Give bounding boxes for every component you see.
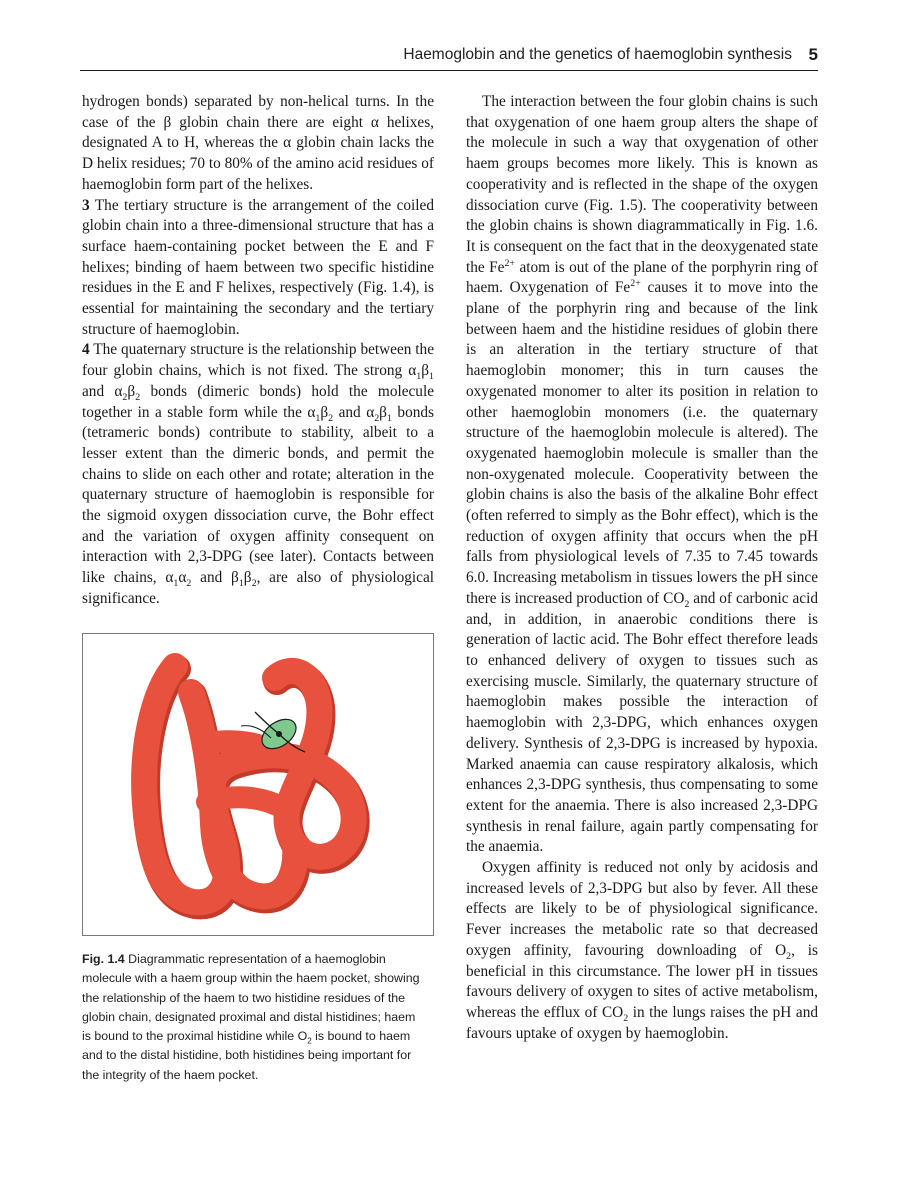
paragraph-text: , is beneficial in this circumstance. The lower pH in tissues favours delivery of oxygen to sites of active metabolism, whereas the efflux of CO xyxy=(466,941,818,1021)
superscript: 2+ xyxy=(504,257,516,269)
running-title: Haemoglobin and the genetics of haemoglobin synthesis xyxy=(403,46,792,63)
paragraph-text: causes it to move into the plane of the porphyrin ring and because of the link between haem and the histidine residues of globin there is an alteration in the tertiary structure of that haemoglobin monomer; this in turn causes the oxygenated monomer to alter its position in relation to other haemoglobin monomers (i.e. the quaternary structure of the haemoglobin molecule is altered). The oxygenated haemoglobin molecule is smaller than the non-oxygenated molecule. Cooperativity between the globin chains is also the basis of the alkaline Bohr effect (often referred to simply as the Bohr effect), which is the reduction of oxygen affinity that occurs when the pH falls from physiological levels of 7.35 to 7.45 towards 6.0. Increasing metabolism in tissues lowers the pH since there is increased production of CO xyxy=(466,279,818,607)
subscript: 2 xyxy=(786,950,792,962)
paragraph-text: bonds (dimeric bonds) hold the molecule together in a stable form while the xyxy=(82,382,434,421)
subscript: 2 xyxy=(307,1036,312,1046)
list-number: 3 xyxy=(82,196,90,214)
paragraph xyxy=(82,196,434,341)
subscript: 2 xyxy=(684,598,690,610)
subscript: 2 xyxy=(623,1012,629,1024)
header-rule xyxy=(80,70,818,71)
paragraph-text: hydrogen bonds) separated by non-helical turns. In the case of the β globin chain there are eight α helixes, designated A to H, whereas the α globin chain lacks the D helix residues; 70 to 80% of the amino acid residues of haemoglobin form part of the helixes. xyxy=(82,93,434,193)
paragraph-text: Oxygen affinity is reduced not only by acidosis and increased levels of 2,3-DPG but also by fever. All these effects are likely to be of physiological significance. Fever increases the metabolic rate so that decreased oxygen affinity, favouring downloading of O xyxy=(466,859,818,959)
paragraph xyxy=(82,340,434,609)
chain-notation: $\alpha_1\beta_1$ and $\alpha_2\beta_2$ xyxy=(82,362,434,403)
caption-text: Diagrammatic representation of a haemoglobin molecule with a haem group within the haem pocket, showing the relationship of the haem to two histidine residues of the globin chain, designated proximal and distal histidines; haem is bound to the proximal histidine while O xyxy=(82,952,420,1044)
chain-notation: $\alpha_1\beta_2$ and $\alpha_2\beta_1$ xyxy=(307,403,392,424)
list-number: 4 xyxy=(82,341,90,359)
caption-text: is bound to haem and to the distal histidine, both histidines being important for the integrity of the haem pocket. xyxy=(82,1029,412,1082)
globin-chain xyxy=(144,666,356,905)
paragraph-text: The quaternary structure is the relationship between the four globin chains, which is not fixed. The strong xyxy=(82,341,434,380)
paragraph xyxy=(466,92,818,858)
superscript: 2+ xyxy=(630,278,641,290)
right-column xyxy=(466,92,818,1044)
page-number: 5 xyxy=(808,45,818,64)
chain-notation: $\alpha_1\alpha_2$ and $\beta_1\beta_2$ xyxy=(165,569,257,590)
paragraph-text: The tertiary structure is the arrangement of the coiled globin chain into a three-dimensional structure that has a surface haem-containing pocket between the E and F helixes; binding of haem between two specific histidine residues in the E and F helixes, respectively (Fig. 1.4), is essential for maintaining the secondary and the tertiary structure of haemoglobin. xyxy=(82,196,434,338)
paragraph-text: in the lungs raises the pH and favours uptake of oxygen by haemoglobin. xyxy=(466,1003,818,1042)
paragraph-text: The interaction between the four globin chains is such that oxygenation of one haem group alters the shape of the molecule in such a way that oxygenation of other haem groups becomes more likely. This is known as cooperativity and is reflected in the shape of the oxygen dissociation curve (Fig. 1.5). The cooperativity between the globin chains is shown diagrammatically in Fig. 1.6. It is consequent on the fact that in the deoxygenated state the Fe xyxy=(466,93,818,276)
paragraph-text: and of carbonic acid and, in addition, in anaerobic conditions there is generation of lactic acid. The Bohr effect therefore leads to enhanced delivery of oxygen to tissues such as exercising muscle. Similarly, the quaternary structure of haemoglobin makes possible the interaction of haemoglobin with 2,3-DPG, which enhances oxygen delivery. Synthesis of 2,3-DPG is increased by hypoxia. Marked anaemia can cause respiratory alkalosis, which enhances 2,3-DPG synthesis, thus compensating to some extent for the anaemia. There is also increased 2,3-DPG synthesis in renal failure, again partly compensating for the anaemia. xyxy=(466,589,818,856)
paragraph-text: atom is out of the plane of the porphyrin ring of haem. Oxygenation of Fe xyxy=(466,258,818,297)
paragraph-text: , are also of physiological significance. xyxy=(82,569,434,607)
figure-caption xyxy=(82,950,422,1085)
figure-haemoglobin-diagram xyxy=(82,633,434,936)
paragraph-text: bonds (tetrameric bonds) contribute to stability, albeit to a lesser extent than the dimeric bonds, and permit the chains to slide on each other and rotate; alteration in the quaternary structure of haemoglobin is responsible for the sigmoid oxygen dissociation curve, the Bohr effect and the variation of oxygen affinity consequent on interaction with 2,3-DPG (see later). Contacts between like chains, xyxy=(82,403,434,587)
haemoglobin-illustration xyxy=(83,634,433,935)
figure-label: Fig. 1.4 xyxy=(82,952,125,966)
paragraph xyxy=(466,858,818,1044)
running-header xyxy=(80,46,818,70)
paragraph xyxy=(82,92,434,196)
left-column xyxy=(82,92,434,610)
